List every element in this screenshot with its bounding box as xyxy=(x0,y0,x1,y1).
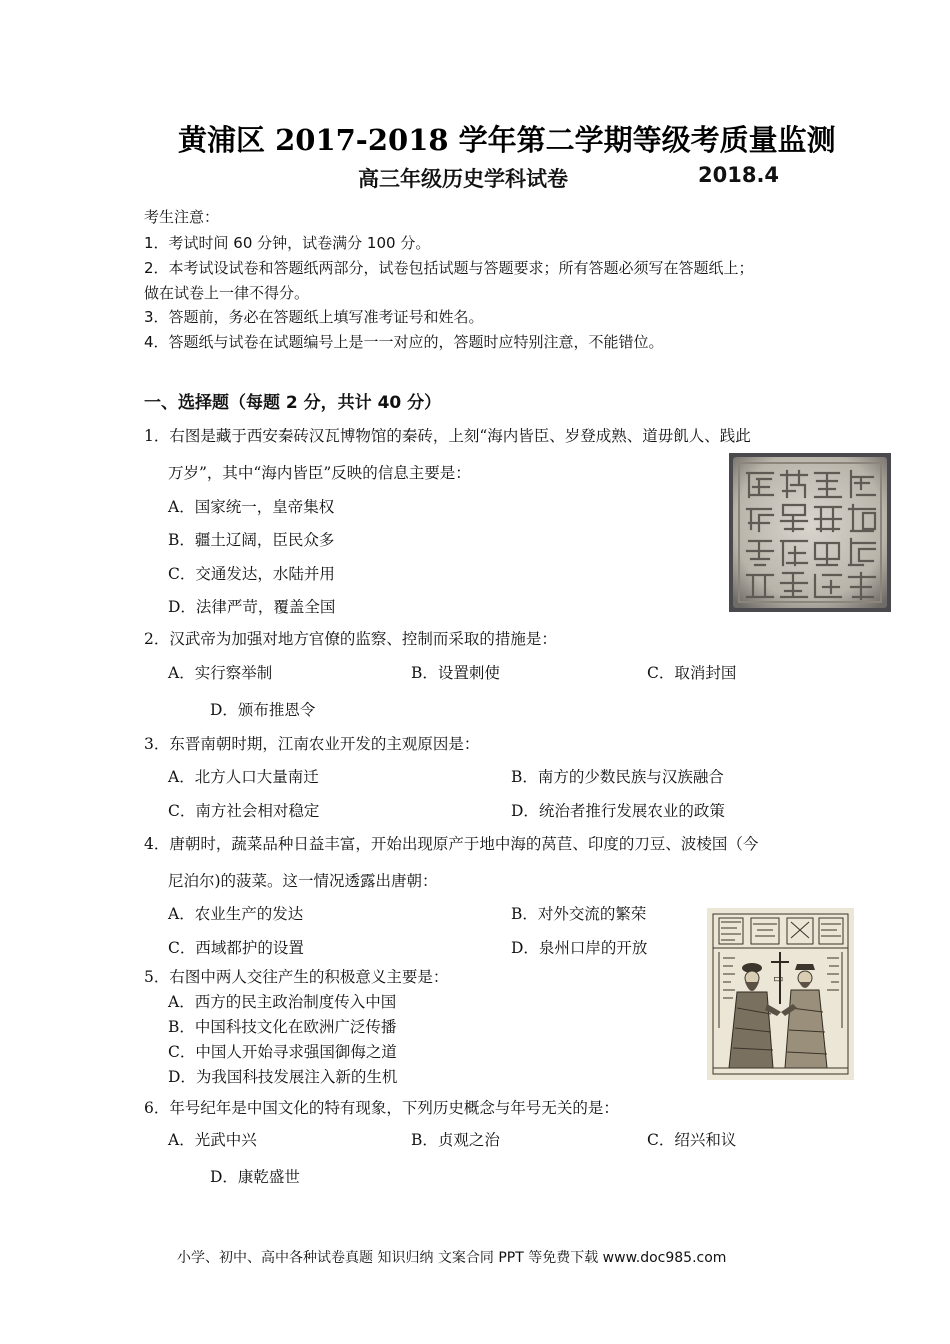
option-a: A．北方人口大量南迁 xyxy=(168,768,319,786)
exam-title: 黄浦区 2017-2018 学年第二学期等级考质量监测 xyxy=(178,123,836,157)
question-stem: 尼泊尔)的菠菜。这一情况透露出唐朝： xyxy=(168,872,438,890)
option-a: A．西方的民主政治制度传入中国 xyxy=(168,993,397,1011)
question-stem: 万岁”，其中“海内皆臣”反映的信息主要是： xyxy=(168,464,471,482)
option-d: D．颁布推恩令 xyxy=(210,701,316,719)
option-d: D．康乾盛世 xyxy=(210,1168,300,1186)
option-d: D．法律严苛，覆盖全国 xyxy=(168,598,336,616)
option-b: B．设置刺使 xyxy=(411,664,500,682)
notice-item: 3．答题前，务必在答题纸上填写准考证号和姓名。 xyxy=(144,308,484,326)
notice-item: 1．考试时间 60 分钟，试卷满分 100 分。 xyxy=(144,234,431,252)
option-c: C．西域都护的设置 xyxy=(168,939,304,957)
option-c: C．取消封国 xyxy=(647,664,737,682)
option-b: B．对外交流的繁荣 xyxy=(511,905,647,923)
ricci-xu-engraving-image xyxy=(707,908,854,1080)
notice-heading: 考生注意： xyxy=(144,208,220,226)
question-stem: 6．年号纪年是中国文化的特有现象，下列历史概念与年号无关的是： xyxy=(144,1099,619,1117)
exam-subtitle: 高三年级历史学科试卷 xyxy=(358,167,568,191)
question-stem: 5．右图中两人交往产生的积极意义主要是： xyxy=(144,968,449,986)
notice-item: 4．答题纸与试卷在试题编号上是一一对应的，答题时应特别注意，不能错位。 xyxy=(144,333,664,351)
notice-item: 2．本考试设试卷和答题纸两部分，试卷包括试题与答题要求；所有答题必须写在答题纸上； xyxy=(144,259,754,277)
option-a: A．国家统一，皇帝集权 xyxy=(168,498,335,516)
option-d: D．泉州口岸的开放 xyxy=(511,939,648,957)
exam-date: 2018.4 xyxy=(698,163,780,187)
question-stem: 2．汉武帝为加强对地方官僚的监察、控制而采取的措施是： xyxy=(144,630,557,648)
option-a: A．实行察举制 xyxy=(168,664,273,682)
question-stem: 3．东晋南朝时期，江南农业开发的主观原因是： xyxy=(144,735,480,753)
page-footer: 小学、初中、高中各种试卷真题 知识归纳 文案合同 PPT 等免费下载 www.doc985.com xyxy=(177,1250,727,1266)
option-c: C．南方社会相对稳定 xyxy=(168,802,320,820)
option-a: A．农业生产的发达 xyxy=(168,905,304,923)
question-stem: 4．唐朝时，蔬菜品种日益丰富，开始出现原产于地中海的莴苣、印度的刀豆、波棱国（今 xyxy=(144,835,759,853)
option-b: B．贞观之治 xyxy=(411,1131,500,1149)
option-c: C．绍兴和议 xyxy=(647,1131,737,1149)
section-title: 一、选择题（每题 2 分，共计 40 分） xyxy=(144,393,442,413)
notice-item: 做在试卷上一律不得分。 xyxy=(144,284,310,302)
option-d: D．为我国科技发展注入新的生机 xyxy=(168,1068,398,1086)
option-b: B．疆土辽阔，臣民众多 xyxy=(168,531,335,549)
option-c: C．中国人开始寻求强国御侮之道 xyxy=(168,1043,397,1061)
option-b: B．南方的少数民族与汉族融合 xyxy=(511,768,724,786)
svg-text:▭: ▭ xyxy=(773,972,784,985)
qin-brick-image xyxy=(729,453,891,612)
option-b: B．中国科技文化在欧洲广泛传播 xyxy=(168,1018,397,1036)
question-stem: 1．右图是藏于西安秦砖汉瓦博物馆的秦砖，上刻“海内皆臣、岁登成熟、道毋飢人、践此 xyxy=(144,427,751,445)
option-a: A．光武中兴 xyxy=(168,1131,257,1149)
option-c: C．交通发达，水陆并用 xyxy=(168,565,335,583)
option-d: D．统治者推行发展农业的政策 xyxy=(511,802,725,820)
